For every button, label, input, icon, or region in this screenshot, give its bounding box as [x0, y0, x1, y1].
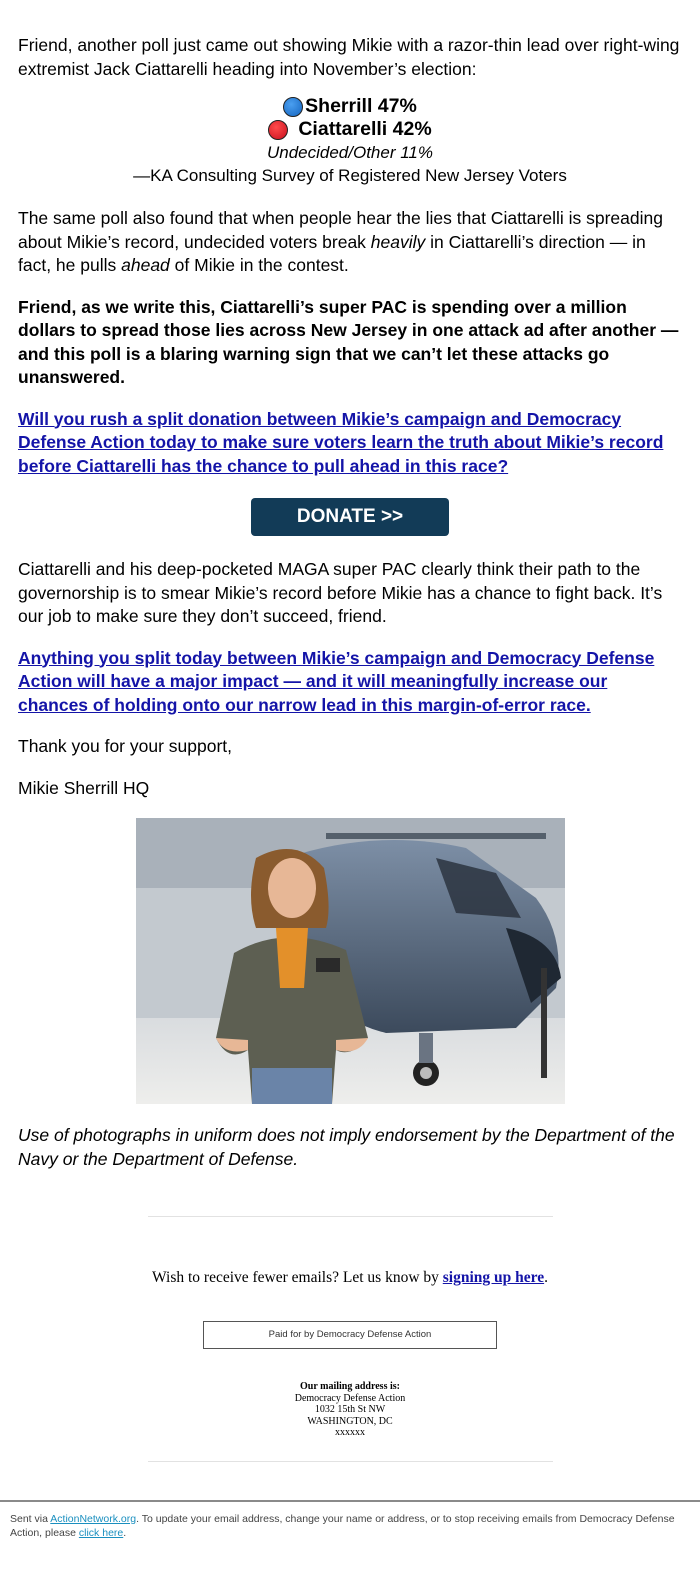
donation-link-1[interactable]: Will you rush a split donation between Mikie’s campaign and Democracy Defense Action today to make sure voters learn the truth about Mikie’s record before Ciattarelli has the chance to pull ahead in this race? — [18, 408, 664, 476]
poll-undecided: Undecided/Other 11% — [266, 143, 433, 162]
mailing-line: Democracy Defense Action — [294, 1392, 406, 1404]
text-span: in Ciattarelli’s direction — in fact, he pulls — [18, 231, 646, 275]
footer-divider-bottom — [148, 1461, 553, 1462]
poll-row-ciattarelli — [18, 118, 682, 141]
signature: Mikie Sherrill HQ — [18, 777, 150, 798]
poll-sherrill: Sherrill 47% — [305, 95, 417, 117]
emphasis-ahead: ahead — [121, 255, 170, 275]
paid-for-box: Paid for by Democracy Defense Action — [203, 1321, 497, 1349]
mailing-line: 1032 15th St NW — [314, 1404, 386, 1415]
intro-paragraph: Friend, another poll just came out showing Mikie with a razor-thin lead over right-wing extremist Jack Ciattarelli heading into November’s election: — [18, 35, 680, 79]
text-span: Sent via — [10, 1513, 51, 1525]
footer-divider — [148, 1216, 553, 1217]
thanks-line: Thank you for your support, — [18, 736, 232, 756]
donate-button[interactable]: DONATE >> — [251, 498, 449, 536]
candidate-photo — [136, 818, 565, 1104]
text-span: . — [544, 1269, 548, 1286]
unsubscribe-link[interactable]: click here — [78, 1527, 124, 1539]
red-circle-icon — [268, 120, 288, 140]
poll-source: —KA Consulting Survey of Registered New Jersey Voters — [133, 166, 567, 185]
super-pac-paragraph: Friend, as we write this, Ciattarelli’s super PAC is spending over a million dollars to spread those lies across New Jersey in one attack ad after another — and this poll is a blaring warning sign that we can’t let these attacks go unanswered. — [18, 296, 679, 387]
text-span: . — [123, 1527, 127, 1539]
email-footer — [0, 1216, 700, 1462]
smear-paragraph: Ciattarelli and his deep-pocketed MAGA super PAC clearly think their path to the governorship is to smear Mikie’s record before Mikie has a chance to fight back. It’s our job to make sure they don’t succeed, friend. — [18, 559, 663, 626]
poll-results — [18, 95, 682, 187]
text-span: The same poll also found that when people hear the lies that Ciattarelli is spreading about Mikie’s record, undecided voters break — [18, 208, 663, 252]
action-network-link[interactable]: ActionNetwork.org — [50, 1513, 137, 1525]
text-span: Wish to receive fewer emails? Let us know by — [152, 1269, 443, 1286]
donate-button-wrap — [18, 498, 682, 536]
mailing-address — [0, 1381, 700, 1439]
cta-paragraph-1 — [18, 408, 682, 479]
candidate-photo-illustration — [136, 818, 565, 1104]
poll-finding-paragraph — [18, 207, 682, 278]
poll-ciattarelli: Ciattarelli 42% — [298, 118, 432, 140]
text-span: . To update your email address, change your name or address, or to stop receiving emails from Democracy Defense Action, please — [10, 1513, 675, 1539]
emphasis-heavily: heavily — [370, 231, 426, 252]
poll-row-sherrill — [18, 95, 682, 118]
mailing-line: WASHINGTON, DC — [307, 1415, 393, 1427]
cta-paragraph-2 — [18, 647, 682, 718]
blue-circle-icon — [283, 97, 303, 117]
photo-disclaimer: Use of photographs in uniform does not imply endorsement by the Department of the Navy or the Department of Defense. — [18, 1125, 675, 1169]
donation-link-2[interactable]: Anything you split today between Mikie’s campaign and Democracy Defense Action will have a major impact — and it will meaningfully increase our chances of holding onto our narrow lead in this margin-of-error race. — [18, 647, 655, 715]
text-span: of Mikie in the contest. — [169, 255, 349, 275]
sign-up-link[interactable]: signing up here — [442, 1269, 545, 1286]
mailing-heading: Our mailing address is: — [300, 1381, 400, 1392]
sent-via-footer — [0, 1500, 700, 1540]
fewer-emails-line — [0, 1269, 700, 1287]
mailing-line: xxxxxx — [335, 1427, 365, 1438]
